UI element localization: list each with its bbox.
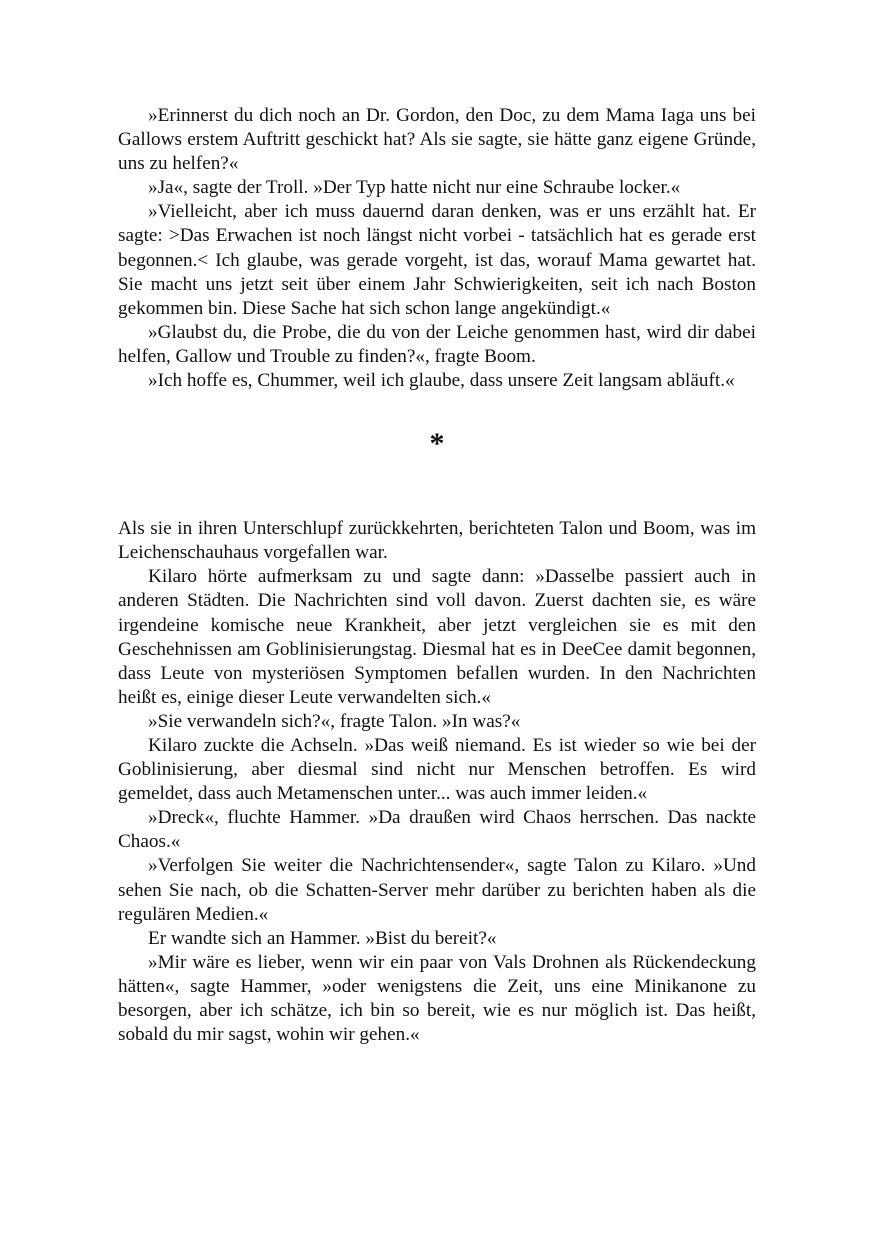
- paragraph: Als sie in ihren Unterschlupf zurückkehrten, berichteten Talon und Boom, was im Leichenschauhaus vorgefallen war.: [118, 518, 756, 564]
- paragraph: Kilaro zuckte die Achseln. »Das weiß niemand. Es ist wieder so wie bei der Goblinisierung, aber diesmal sind nicht nur Menschen betroffen. Es wird gemeldet, dass auch Metamenschen unter... was auch immer leiden.«: [118, 734, 756, 805]
- paragraph: »Glaubst du, die Probe, die du von der Leiche genommen hast, wird dir dabei helfen, Gallow und Trouble zu finden?«, fragte Boom.: [118, 321, 756, 367]
- paragraph: »Ja«, sagte der Troll. »Der Typ hatte nicht nur eine Schraube locker.«: [148, 177, 681, 199]
- section-two: [118, 517, 756, 1047]
- section-one: [118, 104, 756, 393]
- paragraph: Er wandte sich an Hammer. »Bist du bereit?«: [148, 927, 497, 949]
- paragraph: »Sie verwandeln sich?«, fragte Talon. »In was?«: [148, 710, 521, 732]
- paragraph: »Mir wäre es lieber, wenn wir ein paar von Vals Drohnen als Rückendeckung hätten«, sagte Hammer, »oder wenigstens die Zeit, uns eine Minikanone zu besorgen, aber ich schätze, ich bin so bereit, wie es nur möglich ist. Das heißt, sobald du mir sagst, wohin wir gehen.«: [118, 951, 756, 1046]
- paragraph: »Vielleicht, aber ich muss dauernd daran denken, was er uns erzählt hat. Er sagte: >Das Erwachen ist noch längst nicht vorbei - tatsächlich hat es gerade erst begonnen.< Ich glaube, was gerade vorgeht, ist das, worauf Mama gewartet hat. Sie macht uns jetzt seit über einem Jahr Schwierigkeiten, seit ich nach Boston gekommen bin. Diese Sache hat sich schon lange angekündigt.«: [118, 201, 756, 319]
- paragraph: »Ich hoffe es, Chummer, weil ich glaube, dass unsere Zeit langsam abläuft.«: [148, 370, 735, 392]
- section-break-asterisk: *: [429, 427, 445, 461]
- document-page: [118, 104, 756, 1047]
- paragraph: Kilaro hörte aufmerksam zu und sagte dann: »Dasselbe passiert auch in anderen Städten. Die Nachrichten sind voll davon. Zuerst dachten sie, es wäre irgendeine komische neue Krankheit, aber jetzt vergleichen sie es mit den Geschehnissen am Goblinisierungstag. Diesmal hat es in DeeCee damit begonnen, dass Leute von mysteriösen Symptomen befallen wurden. In den Nachrichten heißt es, einige dieser Leute verwandelten sich.«: [118, 566, 756, 708]
- paragraph: »Dreck«, fluchte Hammer. »Da draußen wird Chaos herrschen. Das nackte Chaos.«: [118, 807, 756, 853]
- section-break: [118, 393, 756, 517]
- paragraph: »Erinnerst du dich noch an Dr. Gordon, den Doc, zu dem Mama Iaga uns bei Gallows erstem Auftritt geschickt hat? Als sie sagte, sie hätte ganz eigene Gründe, uns zu helfen?«: [118, 105, 756, 175]
- paragraph: »Verfolgen Sie weiter die Nachrichtensender«, sagte Talon zu Kilaro. »Und sehen Sie nach, ob die Schatten-Server mehr darüber zu berichten haben als die regulären Medien.«: [118, 855, 756, 925]
